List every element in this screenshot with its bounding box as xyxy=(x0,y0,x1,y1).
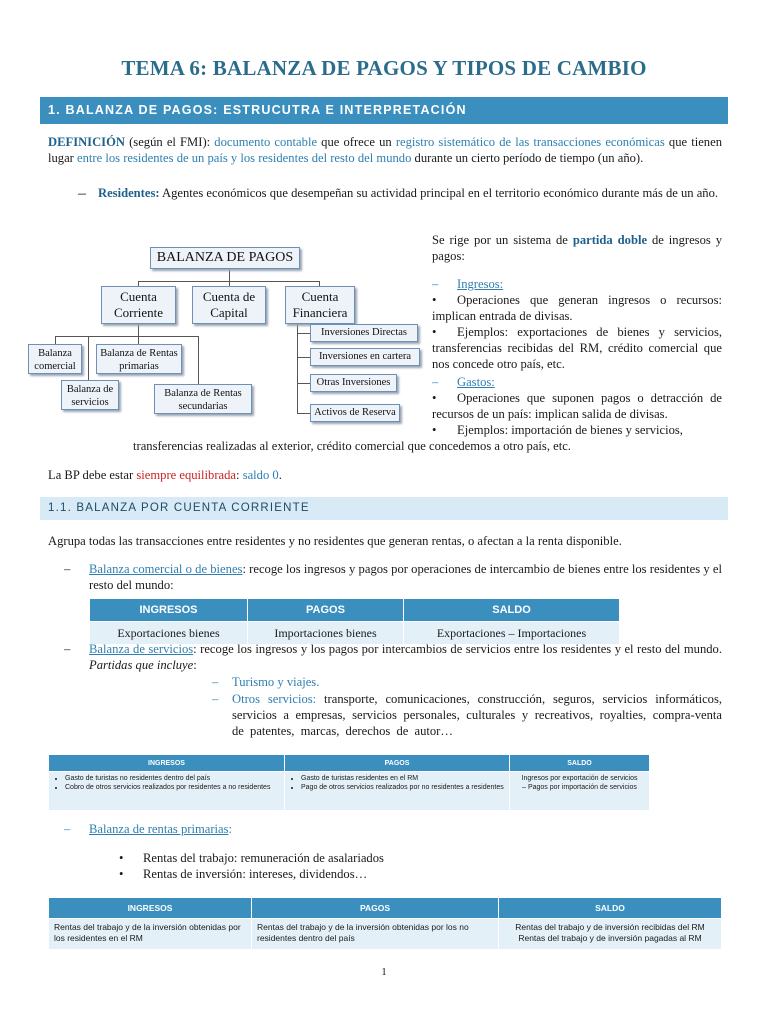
table-cell: Importaciones bienes xyxy=(248,622,404,645)
table-header: SALDO xyxy=(404,599,620,622)
residentes-paragraph xyxy=(98,185,722,201)
highlight: documento contable xyxy=(214,135,318,149)
text: que tienen lugar xyxy=(48,135,722,166)
rentas-item-2: Rentas de inversión: intereses, dividendos… xyxy=(143,867,368,881)
gastos-item-2-cont: transferencias realizadas al exterior, crédito comercial que concedemos a otro país, etc. xyxy=(133,439,571,453)
saldo-line-2: – Pagos por importación de servicios xyxy=(522,784,637,791)
section-heading-1-1: 1.1. BALANZA POR CUENTA CORRIENTE xyxy=(40,497,728,520)
highlight: entre los residentes de un país y los residentes del resto del mundo xyxy=(77,151,412,166)
text: . xyxy=(278,468,282,482)
diagram-node-inversiones-cartera: Inversiones en cartera xyxy=(310,348,420,366)
list-item: • Cobro de otros servicios realizados por residentes a no residentes xyxy=(65,783,280,792)
dash-marker: – xyxy=(432,375,439,389)
balanza-servicios-paragraph xyxy=(89,641,722,673)
saldo-line-1: Rentas del trabajo y de inversión recibidas del RM xyxy=(515,922,705,932)
rentas-primarias-table xyxy=(48,897,722,950)
text: La BP debe estar xyxy=(48,468,137,482)
dash-marker: – xyxy=(64,562,71,576)
text: de ingresos y pagos: xyxy=(432,233,723,264)
table-header: INGRESOS xyxy=(49,898,252,919)
diagram-node-cuenta-capital: Cuenta de Capital xyxy=(192,286,266,324)
table-cell: Rentas del trabajo y de la inversión obtenidas por los residentes en el RM xyxy=(49,919,252,950)
list-item: • Gasto de turistas residentes en el RM xyxy=(301,774,505,783)
diagram-node-cuenta-corriente: Cuenta Corriente xyxy=(101,286,176,324)
turismo-item: Turismo y viajes. xyxy=(232,675,320,689)
partida-doble-paragraph xyxy=(432,232,722,264)
balanza-comercial-paragraph xyxy=(89,561,722,593)
definition-paragraph xyxy=(48,134,722,166)
diagram-node-balanza-comercial: Balanza comercial xyxy=(28,344,82,374)
bullet-marker: • xyxy=(119,851,124,865)
dash-marker: – xyxy=(212,692,219,706)
table-cell: Exportaciones bienes xyxy=(90,622,248,645)
table-header: PAGOS xyxy=(285,755,510,772)
gastos-item-2: Ejemplos: importación de bienes y servicios, xyxy=(457,423,683,437)
balanza-servicios-link: Balanza de servicios xyxy=(89,642,194,656)
bullet-marker: • xyxy=(432,325,437,339)
table-cell xyxy=(499,919,722,950)
otros-servicios-item xyxy=(232,691,722,740)
agrupa-paragraph: Agrupa todas las transacciones entre residentes y no residentes que generan rentas, o afectan a la renta disponible. xyxy=(48,534,622,548)
diagram-node-balanza-de-pagos: BALANZA DE PAGOS xyxy=(150,247,300,269)
highlight: partida doble xyxy=(572,233,648,247)
table-cell: Rentas del trabajo y de la inversión obtenidas por los no residentes dentro del país xyxy=(252,919,499,950)
text: : recoge los ingresos y pagos por operaciones de intercambio de bienes entre los residentes y el resto del mundo: xyxy=(89,562,722,593)
highlight: saldo 0 xyxy=(242,468,279,482)
diagram-node-rentas-primarias: Balanza de Rentas primarias xyxy=(96,344,182,374)
bullet-marker: • xyxy=(432,391,437,405)
bienes-table xyxy=(89,598,620,645)
text: Agentes económicos que desempeñan su actividad principal en el territorio económico durante más de un año. xyxy=(159,186,719,200)
diagram-node-rentas-secundarias: Balanza de Rentas secundarias xyxy=(154,384,252,414)
bp-equilibrada-paragraph xyxy=(48,467,282,483)
text: que ofrece un xyxy=(317,135,396,149)
text: Se rige por un sistema de xyxy=(432,233,573,247)
text: (según el FMI): xyxy=(124,135,215,149)
dash-marker: – xyxy=(432,277,439,291)
table-header: INGRESOS xyxy=(90,599,248,622)
text: transporte, comunicaciones, construcción, seguros, servicios informáticos, servicios a empresas, servicios personales, culturales y recreativos, royalties, compra-venta de patentes, marcas, derechos de autor… xyxy=(232,692,723,739)
otros-servicios-label: Otros servicios: xyxy=(232,692,317,706)
dash-marker: – xyxy=(78,185,86,202)
diagram-node-inversiones-directas: Inversiones Directas xyxy=(310,324,418,342)
text: : xyxy=(193,658,197,673)
rentas-primarias-link: Balanza de rentas primarias xyxy=(89,822,229,836)
bullet-marker: • xyxy=(119,867,124,881)
text: : xyxy=(236,468,243,482)
list-item: • Pago de otros servicios realizados por no residentes a residentes xyxy=(301,783,505,792)
table-row xyxy=(49,772,650,811)
text: : recoge los ingresos y los pagos por intercambios de servicios entre los residentes y el resto del mundo. xyxy=(193,642,722,656)
diagram-node-activos-reserva: Activos de Reserva xyxy=(310,404,400,422)
table-header: SALDO xyxy=(499,898,722,919)
ingresos-item-1: Operaciones que generan ingresos o recursos: implican entrada de divisas. xyxy=(432,293,722,324)
dash-marker: – xyxy=(212,675,219,689)
table-cell: Exportaciones – Importaciones xyxy=(404,622,620,645)
table-cell xyxy=(49,772,285,811)
text: durante un cierto período de tiempo (un año). xyxy=(411,151,644,166)
table-cell xyxy=(510,772,650,811)
list-item: • Gasto de turistas no residentes dentro del país xyxy=(65,774,280,783)
rentas-primarias-heading xyxy=(89,821,232,837)
gastos-label: Gastos: xyxy=(457,375,495,389)
saldo-line-1: Ingresos por exportación de servicios xyxy=(521,775,638,782)
diagram-node-cuenta-financiera: Cuenta Financiera xyxy=(285,286,355,324)
definition-label: DEFINICIÓN xyxy=(48,135,125,149)
servicios-table xyxy=(48,754,650,811)
bullet-marker: • xyxy=(432,423,437,437)
table-header: PAGOS xyxy=(248,599,404,622)
table-header: PAGOS xyxy=(252,898,499,919)
saldo-line-2: Rentas del trabajo y de inversión pagadas al RM xyxy=(518,933,702,943)
table-header: SALDO xyxy=(510,755,650,772)
highlight-red: siempre equilibrada xyxy=(136,468,237,482)
italic-text: Partidas que incluye xyxy=(89,658,194,673)
table-cell xyxy=(285,772,510,811)
bullet-marker: • xyxy=(432,293,437,307)
diagram-node-balanza-servicios: Balanza de servicios xyxy=(61,380,119,410)
rentas-item-1: Rentas del trabajo: remuneración de asalariados xyxy=(143,851,384,865)
text: : xyxy=(228,822,233,836)
highlight: registro sistemático de las transacciones económicas xyxy=(395,135,665,149)
ingresos-label: Ingresos: xyxy=(457,277,504,291)
dash-marker: – xyxy=(64,642,71,656)
diagram-node-otras-inversiones: Otras Inversiones xyxy=(310,374,397,392)
dash-marker: – xyxy=(64,822,71,836)
page-number: 1 xyxy=(381,966,387,978)
section-heading-1: 1. BALANZA DE PAGOS: ESTRUCUTRA E INTERPRETACIÓN xyxy=(40,97,728,124)
residentes-label: Residentes: xyxy=(98,186,160,200)
table-header: INGRESOS xyxy=(49,755,285,772)
page-title: TEMA 6: BALANZA DE PAGOS Y TIPOS DE CAMBIO xyxy=(121,56,647,80)
ingresos-item-2: Ejemplos: exportaciones de bienes y servicios, transferencias recibidas del RM, crédito comercial que nos concede otro país, etc. xyxy=(432,325,722,372)
balanza-comercial-link: Balanza comercial o de bienes xyxy=(89,562,243,576)
table-row xyxy=(49,919,722,950)
gastos-item-1: Operaciones que suponen pagos o detracción de recursos de un país: implican salida de divisas. xyxy=(432,391,722,422)
